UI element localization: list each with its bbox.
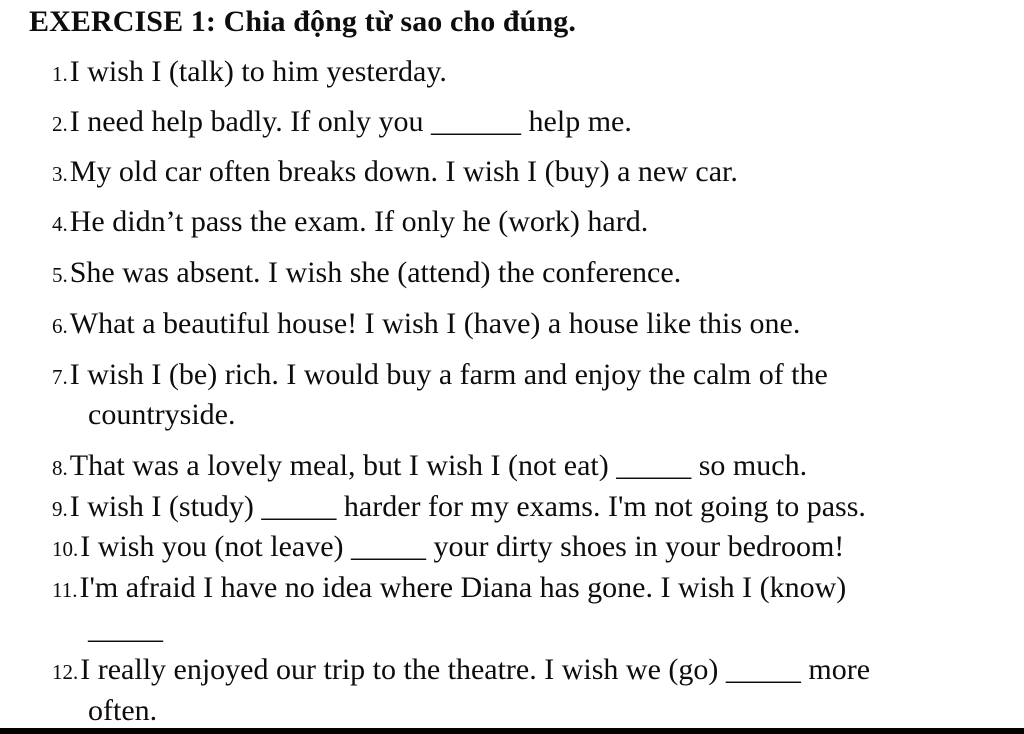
item-number: 10. bbox=[52, 537, 79, 561]
item-number: 7. bbox=[52, 365, 68, 389]
item-text: My old car often breaks down. I wish I (buy) a new car. bbox=[69, 155, 738, 188]
item-text: I need help badly. If only you ______ help me. bbox=[69, 105, 632, 138]
item-number: 9. bbox=[52, 497, 68, 521]
exercise-item-4 bbox=[52, 202, 648, 244]
item-number: 8. bbox=[52, 456, 68, 480]
exercise-item-7 bbox=[52, 355, 828, 397]
exercise-item-11 bbox=[52, 568, 846, 610]
item-text: I really enjoyed our trip to the theatre. I wish we (go) _____ more bbox=[80, 653, 871, 686]
item-text: I'm afraid I have no idea where Diana has gone. I wish I (know) bbox=[79, 571, 847, 604]
exercise-item-5 bbox=[52, 253, 681, 295]
item-text: She was absent. I wish she (attend) the conference. bbox=[69, 256, 682, 289]
exercise-item-2 bbox=[52, 102, 632, 144]
item-text: What a beautiful house! I wish I (have) a house like this one. bbox=[69, 307, 801, 340]
item-text: He didn’t pass the exam. If only he (work) hard. bbox=[69, 205, 649, 238]
item-text: I wish I (be) rich. I would buy a farm and enjoy the calm of the bbox=[69, 358, 828, 391]
item-number: 5. bbox=[52, 263, 68, 287]
item-number: 4. bbox=[52, 212, 68, 236]
item-number: 1. bbox=[52, 62, 68, 86]
exercise-item-10 bbox=[52, 527, 844, 569]
exercise-item-12 bbox=[52, 650, 870, 692]
item-text: That was a lovely meal, but I wish I (not eat) _____ so much. bbox=[69, 449, 808, 482]
item-number: 11. bbox=[52, 578, 78, 602]
item-text: I wish you (not leave) _____ your dirty shoes in your bedroom! bbox=[80, 530, 845, 563]
exercise-item-12-continuation: often. bbox=[88, 694, 158, 727]
exercise-item-1 bbox=[52, 52, 447, 94]
item-text: I wish I (study) _____ harder for my exams. I'm not going to pass. bbox=[69, 490, 866, 523]
bottom-border bbox=[0, 728, 1024, 734]
exercise-item-11-continuation: _____ bbox=[88, 612, 163, 645]
item-number: 12. bbox=[52, 660, 79, 684]
exercise-item-8 bbox=[52, 446, 807, 488]
exercise-item-3 bbox=[52, 152, 738, 194]
item-number: 3. bbox=[52, 162, 68, 186]
exercise-item-7-continuation: countryside. bbox=[88, 398, 236, 431]
exercise-title: EXERCISE 1: Chia động từ sao cho đúng. bbox=[29, 5, 576, 38]
item-text: I wish I (talk) to him yesterday. bbox=[69, 55, 447, 88]
item-number: 2. bbox=[52, 112, 68, 136]
exercise-item-9 bbox=[52, 487, 866, 529]
item-number: 6. bbox=[52, 314, 68, 338]
exercise-item-6 bbox=[52, 304, 800, 346]
